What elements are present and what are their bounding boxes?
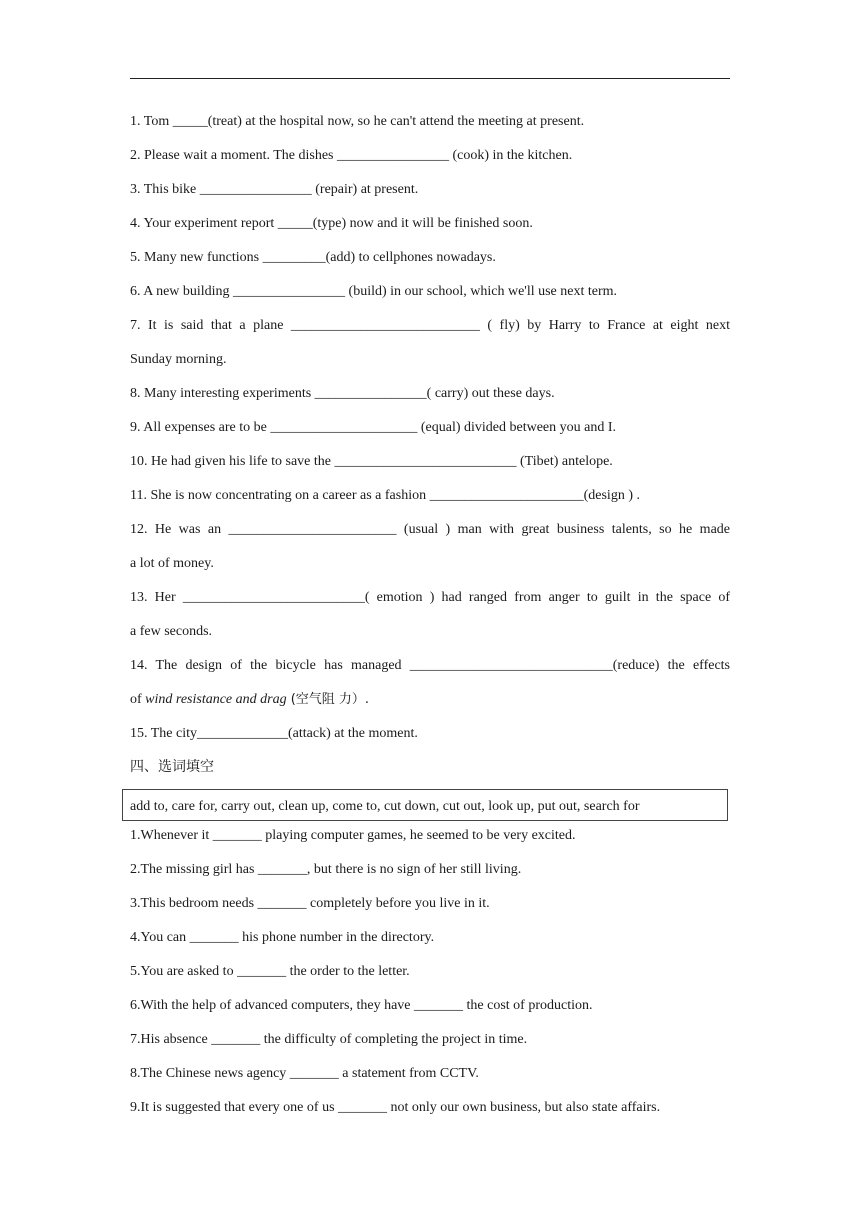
s4-item-7: 7.His absence _______ the difficulty of completing the project in time. bbox=[130, 1032, 528, 1047]
s3-item-7: 7. It is said that a plane ___________________________ ( fly) by Harry to France at eight next bbox=[130, 318, 730, 333]
s3-item-9: 9. All expenses are to be _____________________ (equal) divided between you and I. bbox=[130, 420, 617, 435]
word-bank-box: add to, care for, carry out, clean up, come to, cut down, cut out, look up, put out, search for bbox=[122, 789, 728, 821]
s4-item-9: 9.It is suggested that every one of us _______ not only our own business, but also state affairs. bbox=[130, 1100, 661, 1115]
s4-item-4: 4.You can _______ his phone number in the directory. bbox=[130, 930, 435, 945]
s3-item-13: 13. Her __________________________( emotion ) had ranged from anger to guilt in the space of bbox=[130, 590, 730, 605]
s4-item-6: 6.With the help of advanced computers, they have _______ the cost of production. bbox=[130, 998, 593, 1013]
s3-item-12-cont: a lot of money. bbox=[130, 556, 214, 571]
s3-item-6: 6. A new building ________________ (build) in our school, which we'll use next term. bbox=[130, 284, 618, 299]
s3-item-5: 5. Many new functions _________(add) to cellphones nowadays. bbox=[130, 250, 496, 265]
s3-item-15: 15. The city_____________(attack) at the moment. bbox=[130, 726, 418, 741]
s3-item-1: 1. Tom _____(treat) at the hospital now, so he can't attend the meeting at present. bbox=[130, 114, 585, 129]
s3-item-12: 12. He was an ________________________ (usual ) man with great business talents, so he made bbox=[130, 522, 730, 537]
header-rule bbox=[130, 78, 730, 79]
s4-item-3: 3.This bedroom needs _______ completely before you live in it. bbox=[130, 896, 490, 911]
s3-item-14-prefix: of bbox=[130, 692, 146, 707]
s4-item-2: 2.The missing girl has _______, but there is no sign of her still living. bbox=[130, 862, 522, 877]
s3-item-2: 2. Please wait a moment. The dishes ________________ (cook) in the kitchen. bbox=[130, 148, 573, 163]
s4-item-5: 5.You are asked to _______ the order to the letter. bbox=[130, 964, 410, 979]
s3-item-3: 3. This bike ________________ (repair) at present. bbox=[130, 182, 419, 197]
s3-item-14-cjk: (空气阻 力）. bbox=[286, 692, 370, 707]
s3-item-10: 10. He had given his life to save the __________________________ (Tibet) antelope. bbox=[130, 454, 613, 469]
section-4-heading: 四、选词填空 bbox=[130, 759, 214, 775]
s3-item-14: 14. The design of the bicycle has managed _____________________________(reduce) the effects bbox=[130, 658, 730, 673]
s3-item-14-cont bbox=[130, 687, 730, 721]
s4-item-8: 8.The Chinese news agency _______ a statement from CCTV. bbox=[130, 1066, 479, 1081]
s3-item-11: 11. She is now concentrating on a career as a fashion ______________________(design ) . bbox=[130, 488, 640, 503]
s4-item-1: 1.Whenever it _______ playing computer games, he seemed to be very excited. bbox=[130, 828, 576, 843]
s3-item-14-italic: wind resistance and drag bbox=[145, 692, 287, 707]
s3-item-4: 4. Your experiment report _____(type) now and it will be finished soon. bbox=[130, 216, 533, 231]
s3-item-7-cont: Sunday morning. bbox=[130, 352, 227, 367]
s3-item-13-cont: a few seconds. bbox=[130, 624, 213, 639]
exercise-body bbox=[130, 109, 730, 1129]
s3-item-8: 8. Many interesting experiments ________________( carry) out these days. bbox=[130, 386, 555, 401]
